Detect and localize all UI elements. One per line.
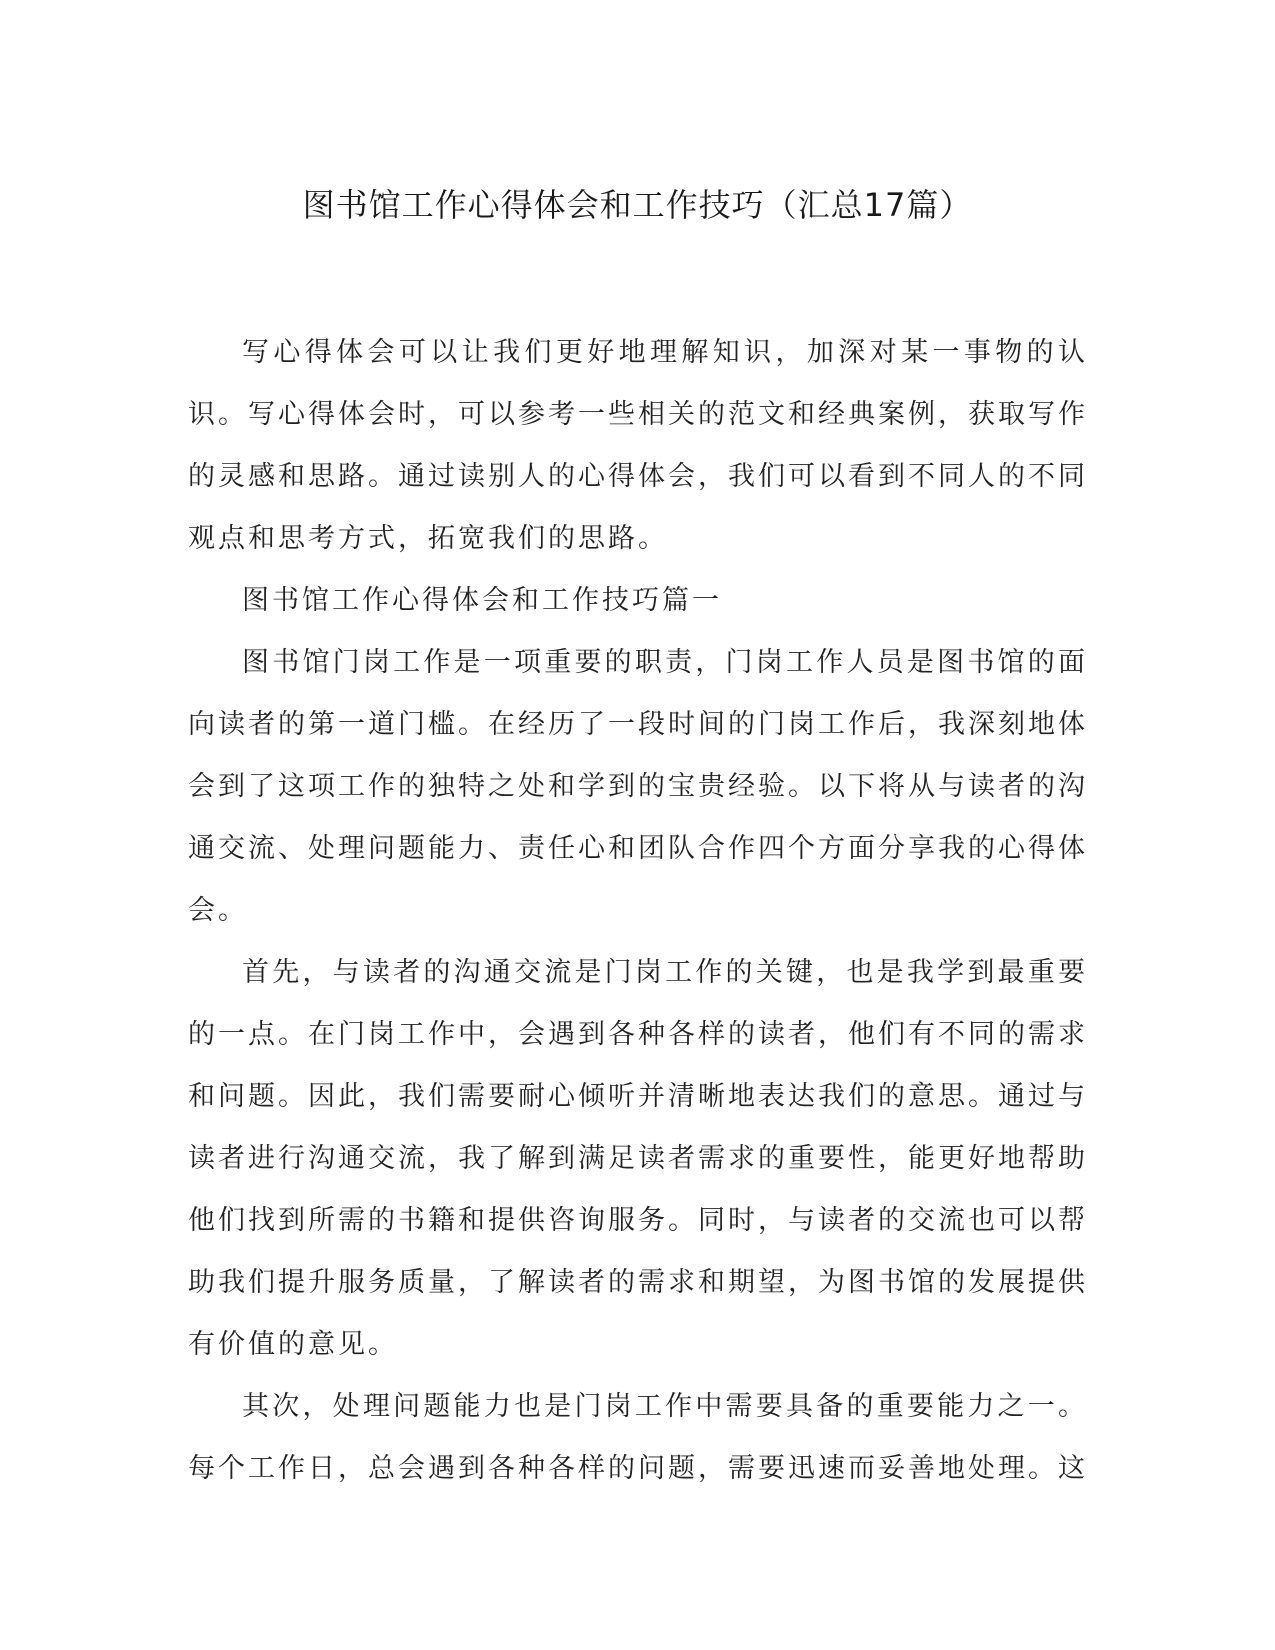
body-paragraph: 首先，与读者的沟通交流是门岗工作的关键，也是我学到最重要的一点。在门岗工作中，会遇到各种各样的读者，他们有不同的需求和问题。因此，我们需要耐心倾听并清晰地表达我们的意思。通过与读者进行沟通交流，我了解到满足读者需求的重要性，能更好地帮助他们找到所需的书籍和提供咨询服务。同时，与读者的交流也可以帮助我们提升服务质量，了解读者的需求和期望，为图书馆的发展提供有价值的意见。 xyxy=(188,957,1088,1360)
section-heading: 图书馆工作心得体会和工作技巧篇一 xyxy=(242,585,722,616)
document-title: 图书馆工作心得体会和工作技巧（汇总17篇） xyxy=(302,186,973,224)
intro-paragraph: 写心得体会可以让我们更好地理解知识，加深对某一事物的认识。写心得体会时，可以参考一些相关的范文和经典案例，获取写作的灵感和思路。通过读别人的心得体会，我们可以看到不同人的不同观点和思考方式，拓宽我们的思路。 xyxy=(188,337,1088,554)
body-paragraph: 其次，处理问题能力也是门岗工作中需要具备的重要能力之一。每个工作日，总会遇到各种各样的问题，需要迅速而妥善地处理。这 xyxy=(188,1391,1088,1484)
document-body xyxy=(188,322,1088,1500)
body-paragraph: 图书馆门岗工作是一项重要的职责，门岗工作人员是图书馆的面向读者的第一道门槛。在经历了一段时间的门岗工作后，我深刻地体会到了这项工作的独特之处和学到的宝贵经验。以下将从与读者的沟通交流、处理问题能力、责任心和团队合作四个方面分享我的心得体会。 xyxy=(188,647,1088,926)
